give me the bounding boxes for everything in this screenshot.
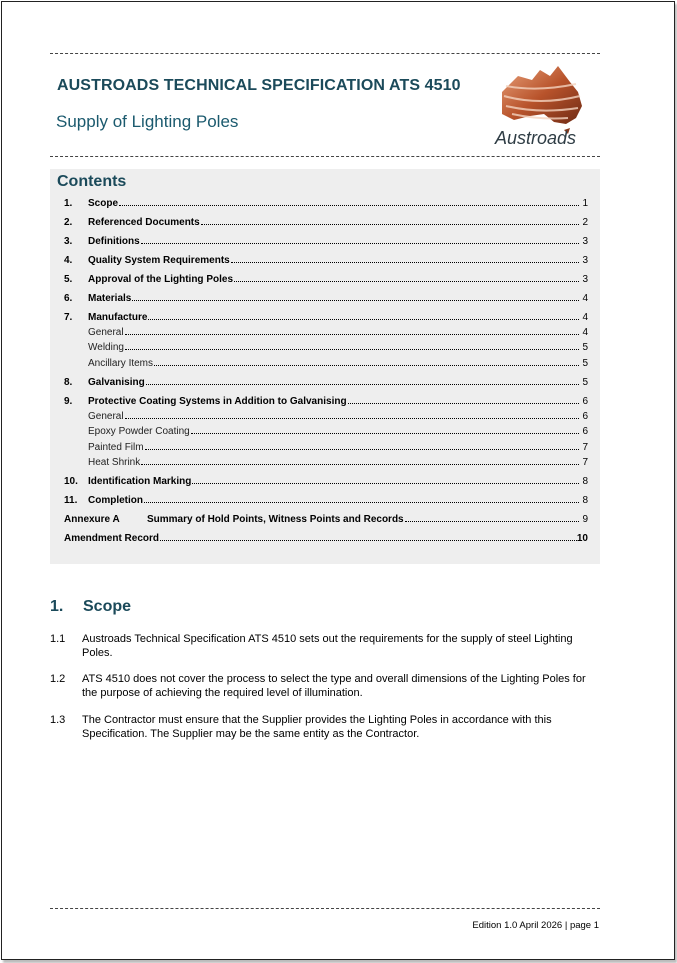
toc-entry-page: 4 [582,293,588,304]
toc-leader-dots [154,365,579,366]
toc-entry[interactable] [50,293,594,308]
toc-leader-dots [160,540,579,541]
toc-entry-page: 6 [582,411,588,422]
toc-entry-number: 1. [64,198,73,209]
toc-leader-dots [234,281,579,282]
toc-leader-dots [144,502,579,503]
toc-leader-dots [141,243,579,244]
toc-entry[interactable] [50,457,594,472]
toc-entry-label: Amendment Record [64,533,160,544]
toc-entry-page: 10 [576,533,588,544]
document-subtitle: Supply of Lighting Poles [56,112,239,131]
paragraph-text: Austroads Technical Specification ATS 4510 sets out the requirements for the supply of steel Lighting Poles. [82,633,573,659]
toc-entry-label: Materials [88,293,132,304]
toc-entry-label: General [88,327,124,338]
paragraph-number: 1.3 [50,714,66,726]
paragraph [50,672,600,700]
toc-entry-number: 8. [64,377,73,388]
toc-entry-page: 3 [582,255,588,266]
header-divider [50,156,600,157]
toc-entry[interactable] [50,312,594,327]
toc-leader-dots [146,384,579,385]
toc-entry[interactable] [50,236,594,251]
toc-leader-dots [141,464,579,465]
toc-entry-label: General [88,411,124,422]
toc-leader-dots [119,205,579,206]
toc-entry-label: Ancillary Items [88,358,154,369]
toc-entry-number: Annexure A [64,514,120,525]
toc-leader-dots [132,300,579,301]
section-title: Scope [83,598,132,615]
toc-leader-dots [231,262,579,263]
paragraph-number: 1.2 [50,673,66,685]
toc-entry-number: 7. [64,312,73,323]
toc-entry-page: 5 [582,377,588,388]
toc-entry[interactable] [50,411,594,426]
toc-entry-page: 7 [582,457,588,468]
toc-entry[interactable] [50,396,594,411]
toc-entry-number: 9. [64,396,73,407]
toc-entry-label: Summary of Hold Points, Witness Points and Records [147,514,404,525]
toc-entry-page: 8 [582,495,588,506]
toc-leader-dots [148,319,579,320]
toc-entry[interactable] [50,217,594,232]
toc-entry-label: Completion [88,495,143,506]
toc-entry-page: 1 [582,198,588,209]
toc-entry-page: 7 [582,442,588,453]
paragraph-text: ATS 4510 does not cover the process to select the type and overall dimensions of the Lighting Poles for the purpose of achieving the required level of illumination. [82,673,586,699]
toc-entry[interactable] [50,514,594,529]
toc-entry-label: Epoxy Powder Coating [88,426,190,437]
toc-entry-label: Identification Marking [88,476,192,487]
toc-entry[interactable] [50,342,594,357]
toc-entry-label: Galvanising [88,377,145,388]
toc-entry-page: 6 [582,396,588,407]
toc-entry[interactable] [50,426,594,441]
toc-entry-page: 8 [582,476,588,487]
toc-entry-page: 5 [582,358,588,369]
toc-leader-dots [405,521,579,522]
toc-entry-label: Painted Film [88,442,144,453]
top-divider [50,53,600,54]
toc-leader-dots [348,403,579,404]
paragraph-text: The Contractor must ensure that the Supplier provides the Lighting Poles in accordance with this Specification. The Supplier may be the same entity as the Contractor. [82,714,552,740]
toc-entry-number: 11. [64,495,78,506]
contents-heading: Contents [57,173,127,190]
toc-entry-number: 2. [64,217,73,228]
toc-entry-number: 10. [64,476,78,487]
toc-entry-page: 4 [582,327,588,338]
footer-divider [50,908,600,909]
toc-entry-page: 2 [582,217,588,228]
toc-entry-label: Protective Coating Systems in Addition to Galvanising [88,396,347,407]
toc-entry-number: 6. [64,293,73,304]
toc-entry[interactable] [50,476,594,491]
toc-entry[interactable] [50,495,594,510]
paragraph-number: 1.1 [50,633,66,645]
section-number: 1. [50,598,64,615]
toc-leader-dots [201,224,579,225]
paragraph [50,713,600,741]
document-title: AUSTROADS TECHNICAL SPECIFICATION ATS 4510 [57,77,461,94]
toc-entry[interactable] [50,358,594,373]
toc-entry-label: Heat Shrink [88,457,141,468]
toc-leader-dots [125,349,579,350]
section-heading [50,598,131,616]
toc-entry-page: 3 [582,274,588,285]
toc-leader-dots [125,418,579,419]
contents-box [50,169,600,564]
toc-leader-dots [192,483,579,484]
toc-leader-dots [125,334,579,335]
toc-entry[interactable] [50,198,594,213]
page-footer: Edition 1.0 April 2026 | page 1 [472,920,599,931]
toc-entry-number: 3. [64,236,73,247]
toc-entry-label: Manufacture [88,312,148,323]
toc-entry-page: 5 [582,342,588,353]
logo-wordmark: Austroads [495,128,577,148]
toc-entry[interactable] [50,533,594,548]
toc-entry-page: 6 [582,426,588,437]
toc-entry-label: Quality System Requirements [88,255,230,266]
toc-entry-page: 9 [582,514,588,525]
toc-entry-label: Scope [88,198,119,209]
toc-entry-number: 4. [64,255,73,266]
toc-entry-page: 4 [582,312,588,323]
toc-entry-label: Approval of the Lighting Poles [88,274,233,285]
toc-leader-dots [191,433,579,434]
paragraph [50,632,600,660]
toc-entry[interactable] [50,327,594,342]
toc-entry-label: Definitions [88,236,140,247]
toc-entry[interactable] [50,377,594,392]
toc-entry[interactable] [50,442,594,457]
toc-entry[interactable] [50,255,594,270]
toc-entry-label: Referenced Documents [88,217,200,228]
toc-entry[interactable] [50,274,594,289]
toc-leader-dots [145,449,579,450]
toc-entry-page: 3 [582,236,588,247]
toc-entry-label: Welding [88,342,124,353]
toc-entry-number: 5. [64,274,73,285]
